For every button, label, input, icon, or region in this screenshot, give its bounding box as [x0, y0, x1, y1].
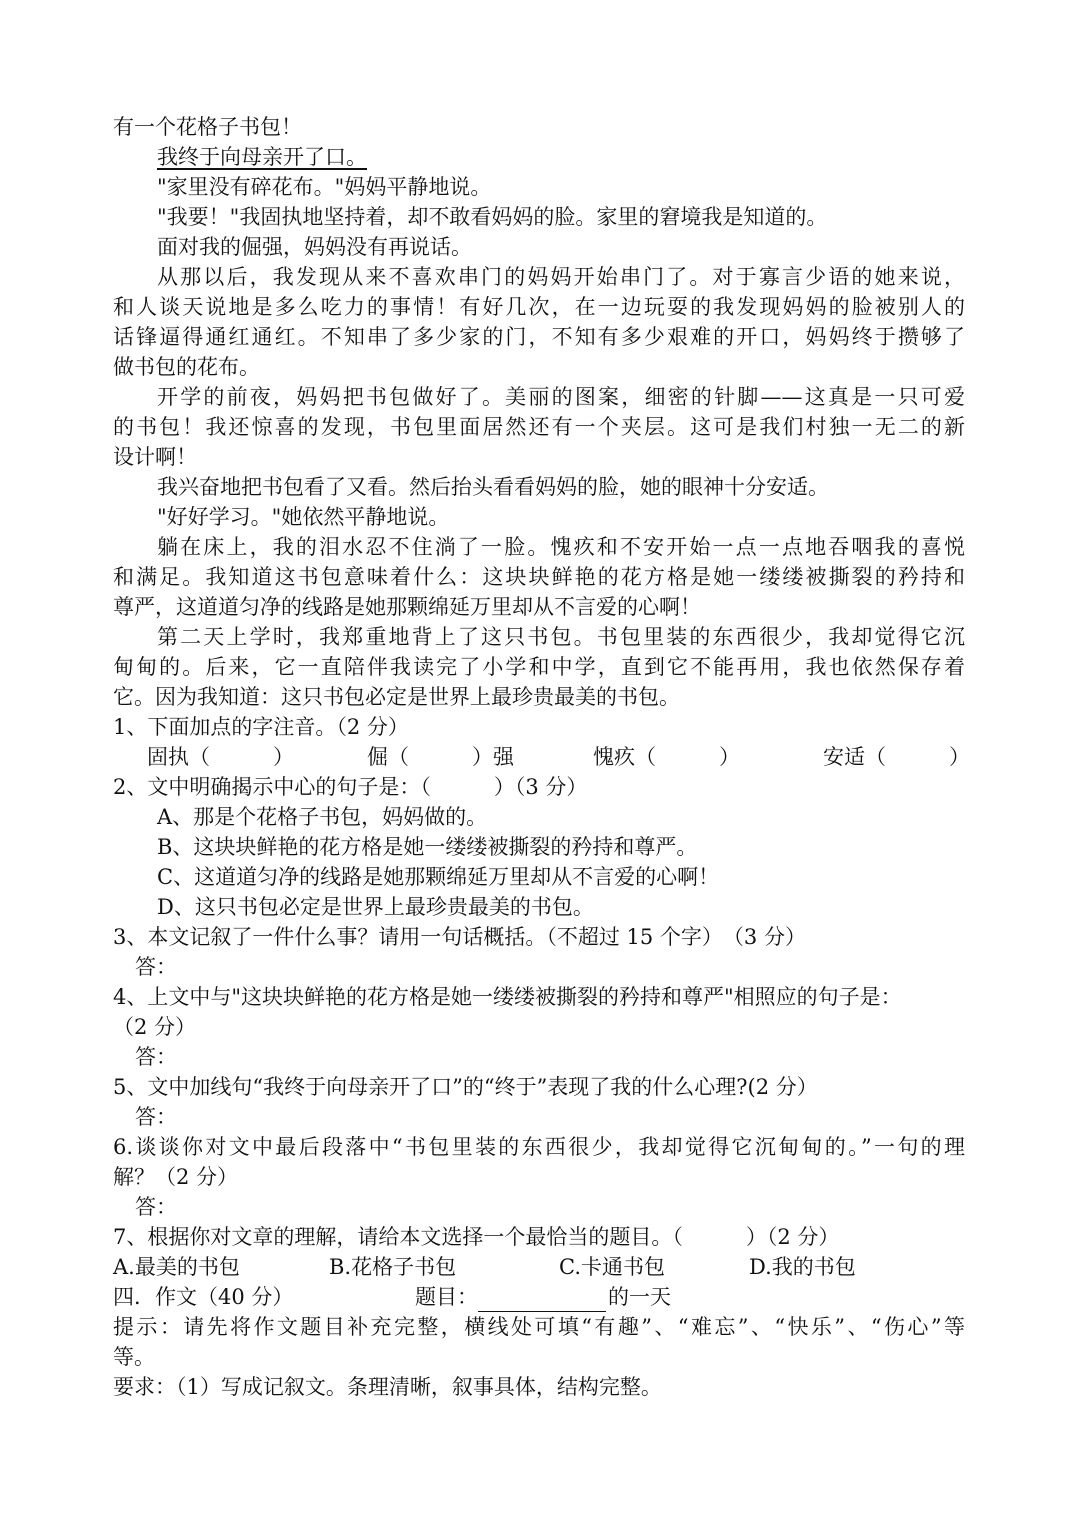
- option: D、这只书包必定是世界上最珍贵最美的书包。: [157, 895, 594, 919]
- composition-title: [415, 1282, 671, 1312]
- answer-label[interactable]: 答：: [135, 955, 177, 979]
- question-3: 3、本文记叙了一件什么事？请用一句话概括。（不超过 15 个字） （3 分）: [113, 925, 806, 949]
- story-line: 做书包的花布。: [113, 355, 260, 379]
- story-line: "好好学习。"她依然平静地说。: [157, 505, 450, 529]
- question-7: 7、根据你对文章的理解，请给本文选择一个最恰当的题目。（ ）（2 分）: [113, 1225, 840, 1249]
- underlined-sentence: 我终于向母亲开了口。: [157, 145, 367, 169]
- story-line: 尊严，这道道匀净的线路是她那颗绵延万里却从不言爱的心啊！: [113, 595, 701, 619]
- exam-page: [113, 112, 970, 1402]
- story-line: 的书包！我还惊喜的发现，书包里面居然还有一个夹层。这可是我们村独一无二的新: [113, 415, 965, 439]
- pinyin-blanks: [113, 742, 970, 772]
- story-line: 和满足。我知道这书包意味着什么：这块块鲜艳的花方格是她一缕缕被撕裂的矜持和: [113, 565, 965, 589]
- answer-label[interactable]: 答：: [135, 1105, 177, 1129]
- pinyin-blank[interactable]: 愧疚（ ）: [593, 745, 740, 769]
- story-line: 面对我的倔强，妈妈没有再说话。: [157, 235, 472, 259]
- pinyin-blank[interactable]: 安适（ ）: [823, 745, 970, 769]
- question-6-cont: 解？（2 分）: [113, 1165, 239, 1189]
- story-line: 话锋逼得通红通红。不知串了多少家的门，不知有多少艰难的开口，妈妈终于攒够了: [113, 325, 965, 349]
- composition-heading: 四．作文（40 分）: [113, 1285, 294, 1309]
- question-5: 5、文中加线句“我终于向母亲开了口”的“终于”表现了我的什么心理?(2 分）: [113, 1075, 818, 1099]
- title-blank[interactable]: [478, 1289, 606, 1312]
- story-line: 和人谈天说地是多么吃力的事情！有好几次，在一边玩耍的我发现妈妈的脸被别人的: [113, 295, 965, 319]
- title-choices: [113, 1252, 965, 1282]
- story-line: [113, 142, 965, 172]
- pinyin-blank[interactable]: 倔（ ）强: [367, 745, 514, 769]
- composition-heading-row: [113, 1282, 965, 1312]
- option: C、这道道匀净的线路是她那颗绵延万里却从不言爱的心啊！: [157, 865, 720, 889]
- story-line: 甸甸的。后来，它一直陪伴我读完了小学和中学，直到它不能再用，我也依然保存着: [113, 655, 965, 679]
- question-4: 4、上文中与"这块块鲜艳的花方格是她一缕缕被撕裂的矜持和尊严"相照应的句子是：: [113, 985, 902, 1009]
- question-1: 1、下面加点的字注音。（2 分）: [113, 715, 409, 739]
- title-option[interactable]: C.卡通书包: [559, 1255, 665, 1279]
- title-option[interactable]: B.花格子书包: [329, 1255, 457, 1279]
- story-line: 有一个花格子书包！: [113, 115, 302, 139]
- story-line: 第二天上学时，我郑重地背上了这只书包。书包里装的东西很少，我却觉得它沉: [157, 625, 965, 649]
- title-option[interactable]: A.最美的书包: [113, 1255, 240, 1279]
- answer-label[interactable]: 答：: [135, 1195, 177, 1219]
- story-line: 我兴奋地把书包看了又看。然后抬头看看妈妈的脸，她的眼神十分安适。: [157, 475, 829, 499]
- story-line: 它。因为我知道：这只书包必定是世界上最珍贵最美的书包。: [113, 685, 680, 709]
- composition-requirement: 要求：（1）写成记叙文。条理清晰，叙事具体，结构完整。: [113, 1375, 662, 1399]
- story-line: "家里没有碎花布。"妈妈平静地说。: [157, 175, 492, 199]
- title-option[interactable]: D.我的书包: [749, 1255, 856, 1279]
- question-4-cont: （2 分）: [113, 1015, 197, 1039]
- story-line: 躺在床上，我的泪水忍不住淌了一脸。愧疚和不安开始一点一点地吞咽我的喜悦: [157, 535, 965, 559]
- option: A、那是个花格子书包，妈妈做的。: [157, 805, 488, 829]
- option: B、这块块鲜艳的花方格是她一缕缕被撕裂的矜持和尊严。: [157, 835, 698, 859]
- story-line: 从那以后，我发现从来不喜欢串门的妈妈开始串门了。对于寡言少语的她来说，: [157, 265, 965, 289]
- title-label: 题目：: [415, 1285, 478, 1309]
- story-line: 设计啊！: [113, 445, 197, 469]
- pinyin-blank[interactable]: 固执（ ）: [147, 745, 294, 769]
- answer-label[interactable]: 答：: [135, 1045, 177, 1069]
- title-suffix: 的一天: [608, 1285, 671, 1309]
- question-6: 6.谈谈你对文中最后段落中“书包里装的东西很少，我却觉得它沉甸甸的。”一句的理: [113, 1135, 965, 1159]
- question-2: 2、文中明确揭示中心的句子是：（ ）（3 分）: [113, 775, 588, 799]
- composition-hint: 提示：请先将作文题目补充完整，横线处可填“有趣”、“难忘”、“快乐”、“伤心”等: [113, 1315, 965, 1339]
- story-line: "我要！"我固执地坚持着，却不敢看妈妈的脸。家里的窘境我是知道的。: [157, 205, 828, 229]
- story-line: 开学的前夜，妈妈把书包做好了。美丽的图案，细密的针脚——这真是一只可爱: [157, 385, 965, 409]
- composition-hint-cont: 等。: [113, 1345, 155, 1369]
